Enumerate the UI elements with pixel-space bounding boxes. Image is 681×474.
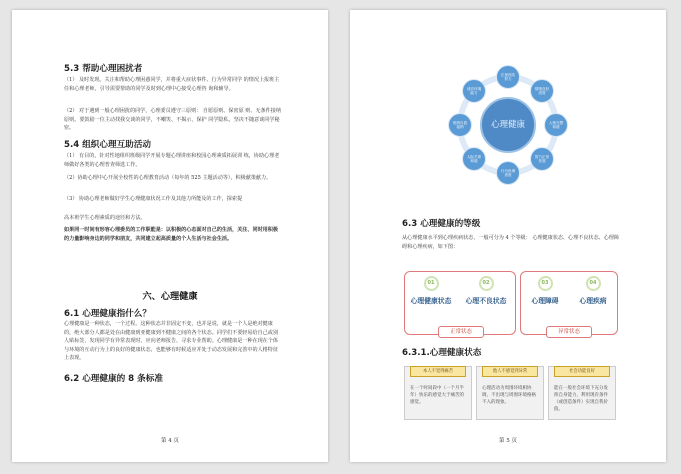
state-disorder: [519, 276, 571, 305]
paragraph-6-1: 心理健康是一种状态，一个过程。这种状态并非固定不变，也并是说，就是一个人是绝对健康的，绝大部分人都是处在由健康到亚健康到不健康之间的各个状态。同学们不要轻易给自己或别人贴标签，发现同学有异常表现时，应向老师报告，寻求专业帮助。心理健康是一种在现在个体与环境的互动行为上的良好的健康状态，也能够有时候适应并处于动态发展和完善中的人格特征上表现。: [64, 321, 278, 362]
document-page-5: [350, 10, 666, 462]
paragraph-5-4-2: （2）协助心理中心开展全校性的心理教育活动（每年的 525 主题活动等），积极献策献力。: [64, 175, 272, 181]
paragraph-5-4-5: 如果同一时间有形容心理委员的工作职能是：以积极的心态面对自己的生活，关注、同时用积极的力量影响身边的同学和朋友，共同建立起高质量的个人生活与社会生活。: [64, 227, 278, 242]
state-label: 心理障碍: [531, 297, 559, 305]
paragraph-5-3-2: （2） 对于遇到一般心理困扰的同学，心理委员遵守三原则： 自愿原则、保密原 则、无条件接纳原则。要鼓励一位主动找我交谈的同学，不嘲笑、不揭示，保护 同学隐私，坚决不随意谈同学秘密。: [64, 108, 281, 132]
page-number: 第 5 页: [499, 438, 517, 444]
group-abnormal-label: 异常状态: [546, 326, 592, 338]
card-body: 在一个时间段中（一个月半年）快乐的感觉大于痛苦的感觉。: [410, 386, 464, 405]
section-heading-6-3-1: 6.3.1.心理健康状态: [402, 348, 482, 358]
card-title: 他人不感觉到异常: [482, 366, 538, 377]
diagram-node-4: 智力正常 发展: [530, 147, 554, 171]
state-label: 心理疾病: [579, 297, 607, 305]
paragraph-6-3: 从心理健康水平到心理疾病状态，一般可分为 4 个等级： 心理健康状态、心理不良状态、心理障碍和心理疾病，如下图：: [402, 235, 619, 250]
state-illness: [567, 276, 619, 305]
state-healthy: [405, 276, 457, 305]
card-title: 社会功能良好: [554, 366, 610, 377]
diagram-node-6: 人际关系 和谐: [462, 147, 486, 171]
card-title: 本人不觉得痛苦: [410, 366, 466, 377]
document-page-4: [12, 10, 328, 462]
group-normal-label: 正常状态: [438, 326, 484, 338]
chapter-title: 六、心理健康: [142, 291, 198, 302]
state-unhealthy: [460, 276, 512, 305]
paragraph-5-4-3: （3） 协助心理老师做好学生心理健康状况工作及其他力所能及的工作，探索提: [64, 196, 243, 202]
diagram-node-2: 情绪良好 适度: [530, 79, 554, 103]
diagram-hub: 心理健康: [480, 97, 536, 153]
state-number: 03: [538, 276, 553, 291]
section-heading-6-3: 6.3 心理健康的等级: [402, 219, 481, 229]
section-heading-5-3: 5.3 帮助心理困扰者: [64, 64, 143, 74]
paragraph-5-4-1: （1） 有目的，针对性地组织班级同学开展专题心理讲座和校园心理素质拓展训 练，协助心理老师做好各类的心理普查筛选工作。: [64, 153, 280, 168]
card-body: 能在一般社会环境下充分发挥自身能力，利用现有条件（或创造条件）实现自我价值。: [554, 386, 608, 412]
section-heading-5-4: 5.4 组织心理互助活动: [64, 140, 151, 150]
section-heading-6-1: 6.1 心理健康指什么？: [64, 309, 151, 319]
card-body: 心理活动为周围环境相协调，不出现与周围环境格格不入的现象。: [482, 386, 536, 405]
criteria-card: [404, 366, 472, 420]
page-number: 第 4 页: [161, 438, 179, 444]
diagram-node-3: 人格完整 和谐: [544, 113, 568, 137]
diagram-node-1: 正视现实 努力: [496, 65, 520, 89]
state-number: 02: [479, 276, 494, 291]
state-label: 心理不良状态: [465, 297, 507, 305]
paragraph-5-3-1: （1） 及时发现。关注和帮助心理困惑同学，并将重大症状事件、行为异常同学 的情况上报班主任和心理老师，引导需要帮助的同学及时到心理中心接受心理咨 询和辅导。: [64, 77, 280, 92]
criteria-card: [548, 366, 616, 420]
diagram-node-7: 悦纳自我 接纳: [448, 113, 472, 137]
paragraph-5-4-4: 高本班学生心理素质的途径和方法。: [64, 215, 146, 221]
criteria-card: [476, 366, 544, 420]
diagram-node-5: 行为协调 适度: [496, 161, 520, 185]
state-label: 心理健康状态: [410, 297, 452, 305]
section-heading-6-2: 6.2 心理健康的 8 条标准: [64, 374, 163, 384]
state-number: 04: [586, 276, 601, 291]
state-number: 01: [424, 276, 439, 291]
diagram-node-8: 适应环境 能力: [462, 79, 486, 103]
